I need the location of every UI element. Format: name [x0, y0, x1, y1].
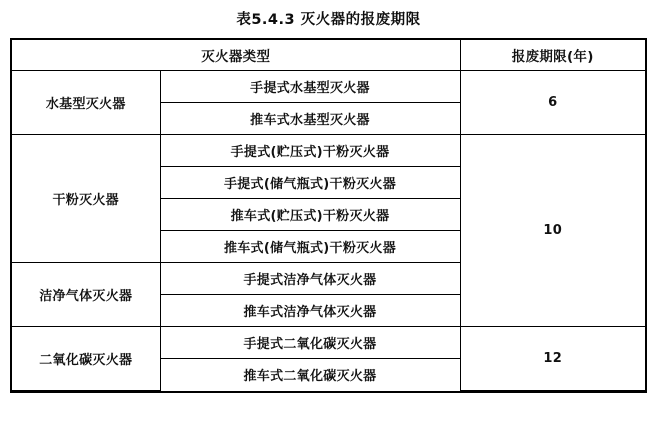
- header-cell-type: 灭火器类型: [12, 40, 460, 71]
- years-cell: 10: [460, 135, 645, 327]
- table-container: [10, 38, 647, 393]
- table-header-row: [12, 40, 645, 71]
- group-name-cell: 洁净气体灭火器: [12, 263, 160, 327]
- years-cell: 6: [460, 71, 645, 135]
- item-name-cell: 推车式二氧化碳灭火器: [160, 359, 460, 391]
- table-row: [12, 327, 645, 359]
- item-name-cell: 推车式(贮压式)干粉灭火器: [160, 199, 460, 231]
- item-name-cell: 手提式(储气瓶式)干粉灭火器: [160, 167, 460, 199]
- group-name-cell: 二氧化碳灭火器: [12, 327, 160, 391]
- item-name-cell: 手提式二氧化碳灭火器: [160, 327, 460, 359]
- item-name-cell: 手提式洁净气体灭火器: [160, 263, 460, 295]
- table-caption: 表5.4.3 灭火器的报废期限: [236, 12, 421, 28]
- item-name-cell: 推车式(储气瓶式)干粉灭火器: [160, 231, 460, 263]
- item-name-cell: 手提式水基型灭火器: [160, 71, 460, 103]
- years-cell: 12: [460, 327, 645, 391]
- item-name-cell: 推车式水基型灭火器: [160, 103, 460, 135]
- group-name-cell: 干粉灭火器: [12, 135, 160, 263]
- group-name-cell: 水基型灭火器: [12, 71, 160, 135]
- table-row: [12, 71, 645, 103]
- table-row: [12, 135, 645, 167]
- item-name-cell: 手提式(贮压式)干粉灭火器: [160, 135, 460, 167]
- item-name-cell: 推车式洁净气体灭火器: [160, 295, 460, 327]
- header-cell-years: 报废期限(年): [460, 40, 645, 71]
- fire-extinguisher-scrap-period-table: [12, 40, 645, 391]
